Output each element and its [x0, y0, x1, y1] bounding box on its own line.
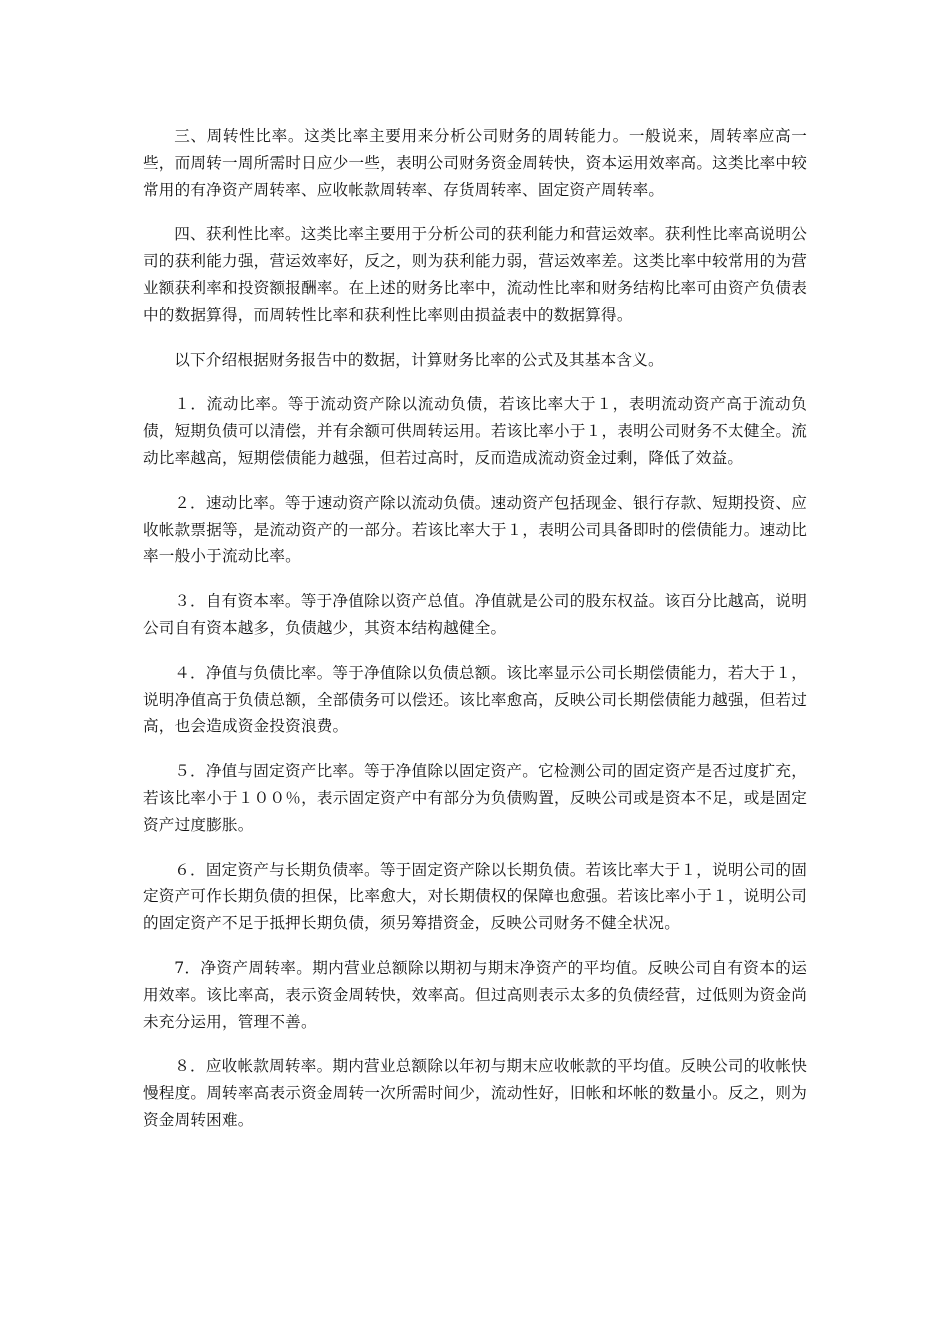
- document-body: [143, 123, 807, 1152]
- paragraph-net-worth-to-debt: ４．净值与负债比率。等于净值除以负债总额。该比率显示公司长期偿债能力，若大于１，说明净值高于负债总额，全部债务可以偿还。该比率愈高，反映公司长期偿债能力越强，但若过高，也会造成资金投资浪费。: [143, 663, 807, 736]
- paragraph-fixed-assets-to-long-term-debt: ６．固定资产与长期负债率。等于固定资产除以长期负债。若该比率大于１，说明公司的固定资产可作长期负债的担保，比率愈大，对长期债权的保障也愈强。若该比率小于１，说明公司的固定资产不足于抵押长期负债，须另筹措资金，反映公司财务不健全状况。: [143, 860, 807, 933]
- paragraph-net-asset-turnover: 7．净资产周转率。期内营业总额除以期初与期末净资产的平均值。反映公司自有资本的运用效率。该比率高，表示资金周转快，效率高。但过高则表示太多的负债经营，过低则为资金尚未充分运用，管理不善。: [143, 958, 807, 1031]
- paragraph-quick-ratio: ２．速动比率。等于速动资产除以流动负债。速动资产包括现金、银行存款、短期投资、应收帐款票据等，是流动资产的一部分。若该比率大于１，表明公司具备即时的偿债能力。速动比率一般小于流动比率。: [143, 493, 807, 566]
- paragraph-equity-ratio: ３．自有资本率。等于净值除以资产总值。净值就是公司的股东权益。该百分比越高，说明公司自有资本越多，负债越少，其资本结构越健全。: [143, 592, 807, 637]
- paragraph-introduction: 以下介绍根据财务报告中的数据，计算财务比率的公式及其基本含义。: [174, 350, 664, 369]
- paragraph-net-worth-to-fixed-assets: ５．净值与固定资产比率。等于净值除以固定资产。它检测公司的固定资产是否过度扩充，若该比率小于１００％，表示固定资产中有部分为负债购置，反映公司或是资本不足，或是固定资产过度膨胀。: [143, 762, 807, 834]
- paragraph-turnover-ratios: 三、周转性比率。这类比率主要用来分析公司财务的周转能力。一般说来，周转率应高一些，而周转一周所需时日应少一些，表明公司财务资金周转快，资本运用效率高。这类比率中较常用的有净资产周转率、应收帐款周转率、存货周转率、固定资产周转率。: [143, 127, 807, 199]
- paragraph-current-ratio: １．流动比率。等于流动资产除以流动负债，若该比率大于１，表明流动资产高于流动负债，短期负债可以清偿，并有余额可供周转运用。若该比率小于１，表明公司财务不太健全。流动比率越高，短期偿债能力越强，但若过高时，反而造成流动资金过剩，降低了效益。: [143, 395, 807, 467]
- paragraph-profitability-ratios: 四、获利性比率。这类比率主要用于分析公司的获利能力和营运效率。获利性比率高说明公司的获利能力强，营运效率好，反之，则为获利能力弱，营运效率差。这类比率中较常用的为营业额获利率和投资额报酬率。在上述的财务比率中，流动性比率和财务结构比率可由资产负债表中的数据算得，而周转性比率和获利性比率则由损益表中的数据算得。: [143, 225, 807, 324]
- paragraph-receivables-turnover: ８．应收帐款周转率。期内营业总额除以年初与期末应收帐款的平均值。反映公司的收帐快慢程度。周转率高表示资金周转一次所需时间少，流动性好，旧帐和坏帐的数量小。反之，则为资金周转困难。: [143, 1057, 807, 1129]
